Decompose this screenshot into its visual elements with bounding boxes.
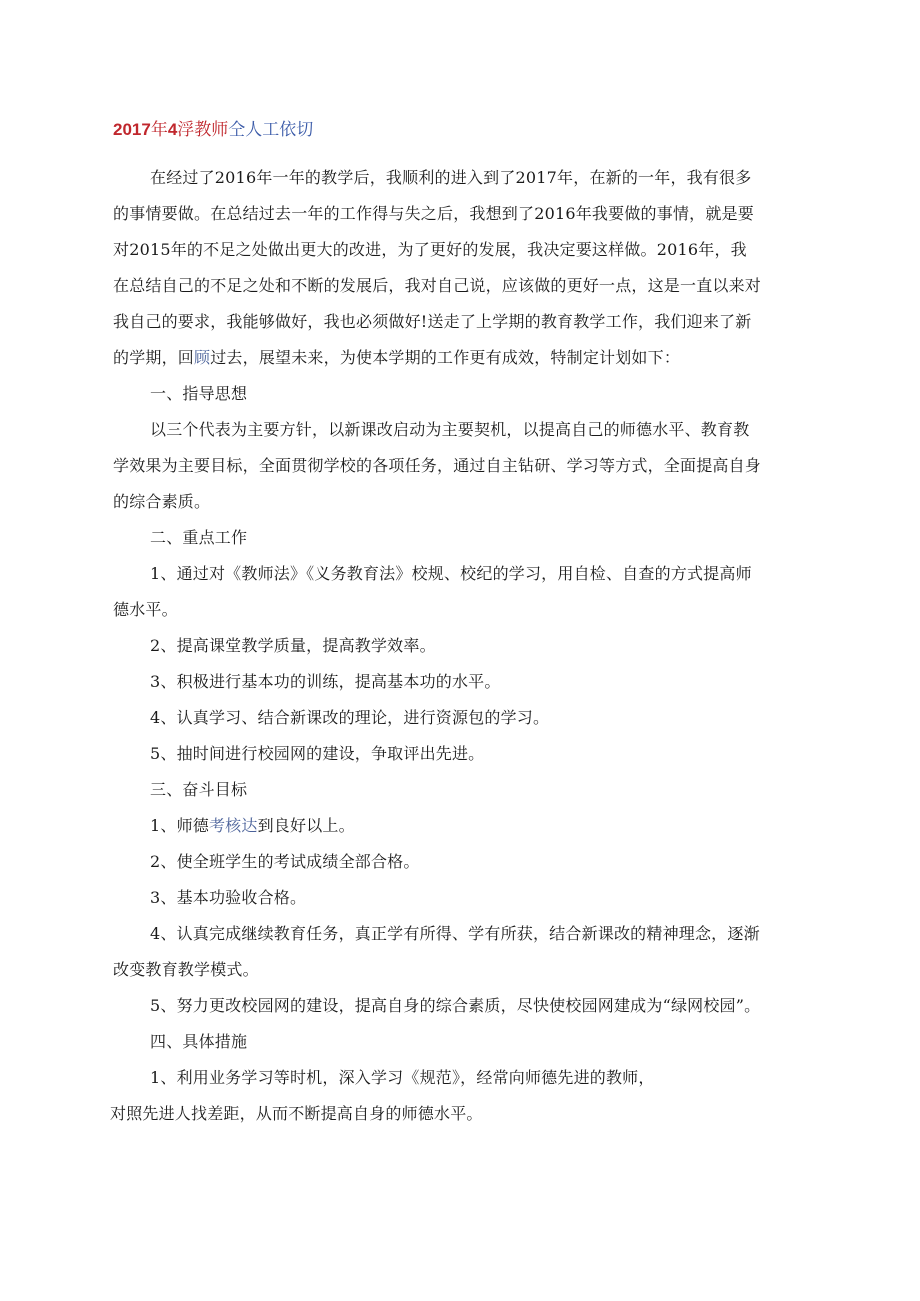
section4-item-1-line-1: 1、利用业务学习等时机，深入学习《规范》，经常向师德先进的教师， (150, 1068, 655, 1087)
section4-item-1-line-2: 对照先进人找差距，从而不断提高自身的师德水平。 (110, 1104, 483, 1123)
section2-item-4: 4、认真学习、结合新课改的理论，进行资源包的学习。 (150, 708, 550, 727)
title-number: 4 (167, 120, 178, 139)
section3-item-4: 4、认真完成继续教育任务，真正学有所得、学有所获，结合新课改的精神理念，逐渐改变教育教学模式。 (113, 924, 760, 979)
intro-highlight: 顾 (194, 348, 211, 367)
intro-text-b: 过去，展望未来，为使本学期的工作更有成效，特制定计划如下： (210, 348, 681, 367)
section2-item-3: 3、积极进行基本功的训练，提高基本功的水平。 (150, 672, 501, 691)
document-body (110, 160, 763, 1132)
section2-item-1: 1、通过对《教师法》《义务教育法》校规、校纪的学习，用自检、自查的方式提高师德水平。 (113, 564, 752, 619)
section2-item-5: 5、抽时间进行校园网的建设，争取评出先进。 (150, 744, 485, 763)
section3-item-5: 5、努力更改校园网的建设，提高自身的综合素质，尽快使校园网建成为“绿网校园”。 (150, 996, 761, 1015)
section1-paragraph: 以三个代表为主要方针，以新课改启动为主要契机，以提高自己的师德水平、教育教学效果为主要目标，全面贯彻学校的各项任务，通过自主钻研、学习等方式，全面提高自身的综合素质。 (113, 420, 762, 511)
section1-heading: 一、指导思想 (150, 384, 248, 403)
section4-heading: 四、具体措施 (150, 1032, 248, 1051)
title-year-char: 年 (150, 120, 168, 140)
section2-heading: 二、重点工作 (150, 528, 248, 547)
section3-item-1-highlight: 考核达 (208, 816, 258, 835)
title-role: 浮教师 (177, 120, 229, 140)
title-suffix: 仝人工依切 (228, 120, 314, 140)
section3-item-2: 2、使全班学生的考试成绩全部合格。 (150, 852, 420, 871)
section3-item-1-b: 到良好以上。 (257, 816, 355, 835)
title-year: 2017 (113, 120, 151, 139)
intro-paragraph (113, 160, 763, 376)
section3-heading: 三、奋斗目标 (150, 780, 248, 799)
section3-item-3: 3、基本功验收合格。 (150, 888, 307, 907)
section3-item-1-a: 1、师德 (150, 816, 209, 835)
section3-item-1 (113, 808, 763, 844)
document-title (113, 118, 313, 142)
section2-item-2: 2、提高课堂教学质量，提高教学效率。 (150, 636, 436, 655)
intro-text-a: 在经过了2016年一年的教学后，我顺利的进入到了2017年，在新的一年，我有很多的事情要做。在总结过去一年的工作得与失之后，我想到了2016年我要做的事情，就是要对2015年的不足之处做出更大的改进，为了更好的发展，我决定要这样做。2016年，我在总结自己的不足之处和不断的发展后，我对自己说，应该做的更好一点，这是一直以来对我自己的要求，我能够做好，我也必须做好!送走了上学期的教育教学工作，我们迎来了新的学期，回 (113, 168, 762, 367)
